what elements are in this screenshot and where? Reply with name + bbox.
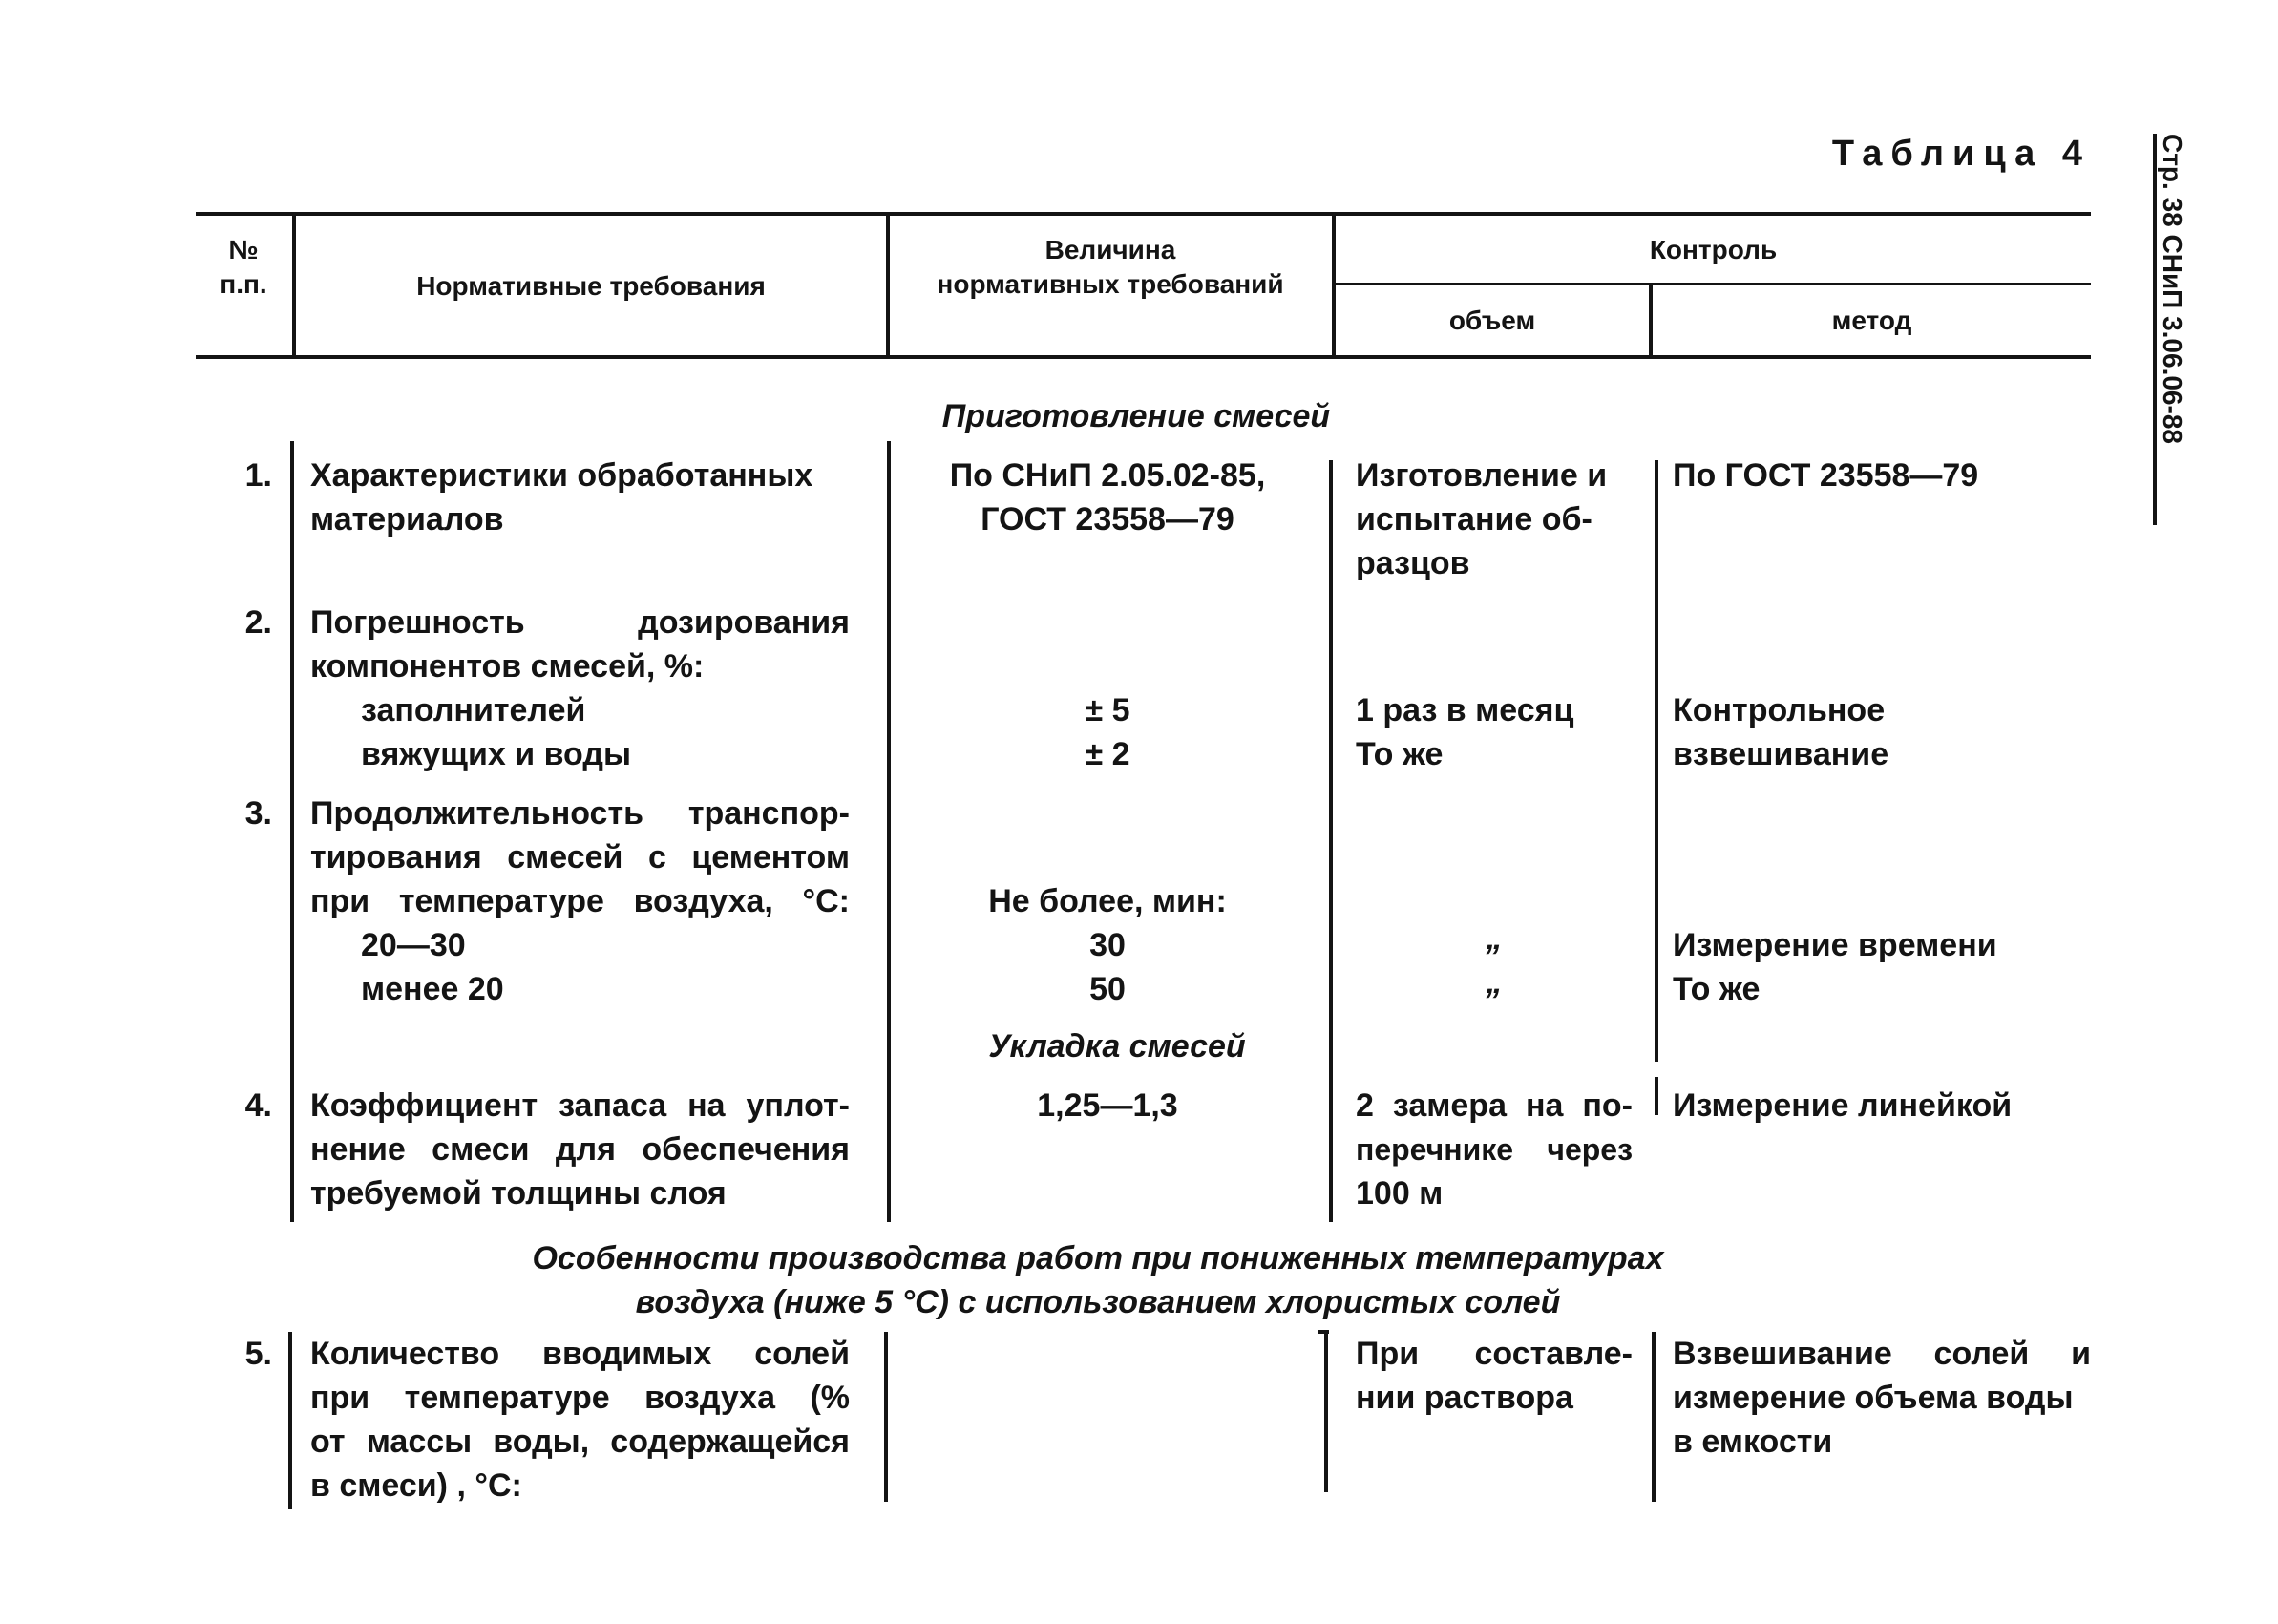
requirement-text: нение смеси для обеспечения: [310, 1131, 850, 1168]
volume-text: 1 раз в месяц: [1356, 692, 1574, 728]
column-rule: [290, 441, 294, 1222]
volume-text: То же: [1356, 736, 1444, 772]
volume-text: испытание об-: [1356, 501, 1592, 538]
method-text: в емкости: [1673, 1424, 1833, 1460]
method-text: Контрольное: [1673, 692, 1886, 728]
requirement-text: 20—30: [361, 927, 466, 963]
column-rule: [1329, 460, 1333, 1222]
requirement-text: Продолжительность транспор-: [310, 795, 850, 832]
section-heading: Укладка смесей: [988, 1028, 1246, 1065]
requirement-text: при температуре воздуха, °С:: [310, 883, 850, 919]
requirement-text: при температуре воздуха (%: [310, 1380, 850, 1416]
requirement-text: требуемой толщины слоя: [310, 1175, 727, 1212]
row-number: 5.: [244, 1336, 272, 1372]
requirement-text: тирования смесей с цементом: [310, 839, 850, 875]
header-mid-rule: [1334, 283, 2091, 285]
value-text: ± 5: [1085, 692, 1130, 728]
column-rule: [288, 1332, 292, 1509]
table-title: Таблица 4: [1831, 134, 2091, 174]
value-text: Не более, мин:: [988, 883, 1227, 919]
requirement-text: в смеси) , °С:: [310, 1467, 522, 1504]
column-rule: [1324, 1330, 1328, 1492]
column-rule-tick: [1318, 1330, 1329, 1334]
column-rule: [887, 441, 891, 1222]
side-page-label-text: Стр. 38 СНиП 3.06.06-88: [2153, 134, 2187, 525]
ditto-mark: „: [1486, 964, 1503, 1001]
method-text: То же: [1673, 971, 1761, 1007]
volume-text: нии раствора: [1356, 1380, 1573, 1416]
requirement-text: Характеристики обработанных: [310, 457, 813, 494]
volume-text: При составле-: [1356, 1336, 1633, 1372]
header-num: № п.п.: [220, 235, 267, 299]
requirement-text: от массы воды, содержащейся: [310, 1424, 850, 1460]
requirement-text: менее 20: [361, 971, 504, 1007]
requirement-text: Погрешность дозирования: [310, 604, 850, 641]
section-heading: воздуха (ниже 5 °С) с использованием хлористых солей: [635, 1284, 1561, 1320]
row-number: 2.: [244, 604, 272, 641]
volume-text: 100 м: [1356, 1175, 1444, 1212]
ditto-mark: „: [1486, 920, 1503, 957]
header-method: метод: [1831, 306, 1912, 335]
side-page-label: [2157, 134, 2187, 525]
requirement-text: вяжущих и воды: [361, 736, 631, 772]
column-rule: [1655, 460, 1658, 1062]
volume-text: Изготовление и: [1356, 457, 1608, 494]
requirement-text: компонентов смесей, %:: [310, 648, 705, 685]
requirement-text: Коэффициент запаса на уплот-: [310, 1087, 850, 1124]
method-text: Измерение линейкой: [1673, 1087, 2013, 1124]
header-value: Величина нормативных требований: [937, 235, 1284, 299]
method-text: измерение объема воды: [1673, 1380, 2074, 1416]
column-rule: [884, 1332, 888, 1502]
column-rule: [1655, 1077, 1658, 1115]
volume-text: 2 замера на по-: [1356, 1087, 1633, 1124]
value-text: 30: [1089, 927, 1126, 963]
row-number: 3.: [244, 795, 272, 832]
volume-text: разцов: [1356, 545, 1470, 581]
section-heading: Особенности производства работ при пониженных температурах: [532, 1240, 1664, 1276]
requirement-text: Количество вводимых солей: [310, 1336, 850, 1372]
header-volume: объем: [1448, 306, 1536, 335]
volume-text: перечнике через: [1356, 1132, 1633, 1167]
method-text: взвешивание: [1673, 736, 1889, 772]
header-top-rule: [196, 212, 2091, 216]
value-text: ± 2: [1085, 736, 1130, 772]
header-bottom-rule: [196, 355, 2091, 359]
header-control: Контроль: [1649, 235, 1778, 264]
value-text: 1,25—1,3: [1037, 1087, 1178, 1124]
requirement-text: материалов: [310, 501, 504, 538]
row-number: 4.: [244, 1087, 272, 1124]
requirement-text: заполнителей: [361, 692, 586, 728]
value-text: 50: [1089, 971, 1126, 1007]
header-requirements: Нормативные требования: [416, 271, 766, 301]
section-heading: Приготовление смесей: [941, 398, 1331, 434]
method-text: По ГОСТ 23558—79: [1673, 457, 1979, 494]
method-text: Измерение времени: [1673, 927, 1997, 963]
method-text: Взвешивание солей и: [1673, 1336, 2091, 1372]
row-number: 1.: [244, 457, 272, 494]
column-rule: [1652, 1332, 1656, 1502]
value-text: По СНиП 2.05.02-85,: [949, 457, 1266, 494]
value-text: ГОСТ 23558—79: [981, 501, 1234, 538]
